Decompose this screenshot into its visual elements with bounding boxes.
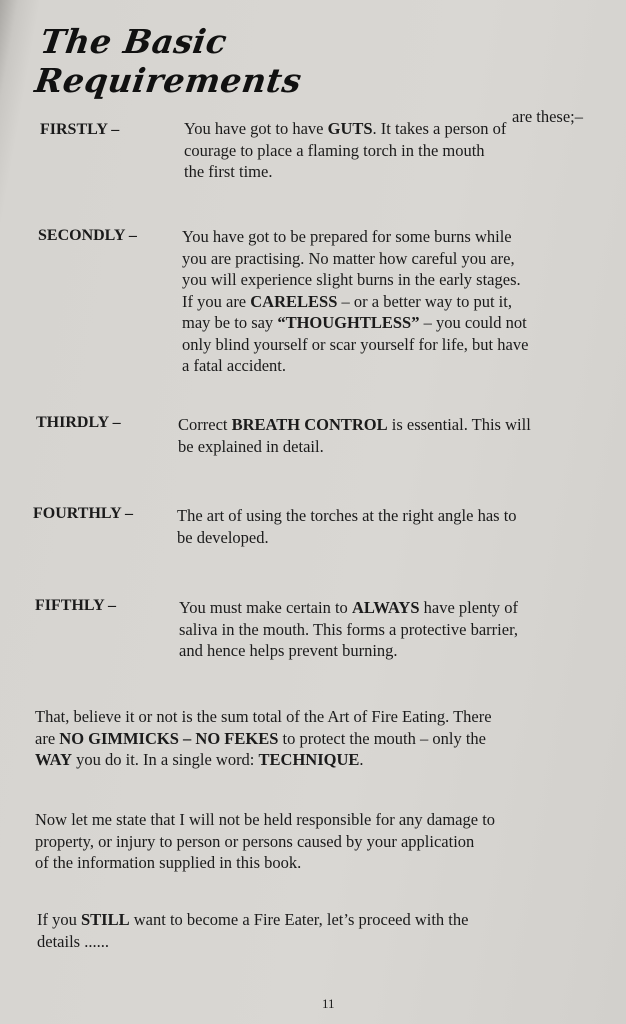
text-line bbox=[35, 809, 589, 831]
requirement-label: SECONDLY – bbox=[38, 227, 137, 244]
requirement-text bbox=[177, 505, 595, 548]
text-segment: You have got to have bbox=[184, 119, 328, 138]
text-segment: be developed. bbox=[177, 527, 269, 547]
requirement-text bbox=[184, 118, 602, 183]
text-line bbox=[184, 140, 602, 162]
text-segment: want to become a Fire Eater, let’s proceed with the bbox=[129, 910, 469, 929]
text-line bbox=[177, 505, 595, 527]
emphasis-text: ALWAYS bbox=[351, 598, 420, 617]
requirement-label: THIRDLY – bbox=[36, 414, 121, 431]
text-line bbox=[37, 909, 588, 931]
text-segment: only blind yourself or scar yourself for life, but have bbox=[182, 334, 529, 354]
emphasis-text: WAY bbox=[35, 750, 72, 769]
text-line bbox=[178, 436, 598, 458]
text-segment: may be to say bbox=[182, 313, 278, 332]
requirement-text bbox=[178, 414, 598, 457]
requirement-text bbox=[182, 226, 602, 377]
requirement-label: FOURTHLY – bbox=[33, 505, 134, 522]
text-line bbox=[35, 852, 589, 874]
requirement-text bbox=[179, 597, 597, 662]
emphasis-text: “THOUGHTLESS” bbox=[277, 313, 420, 332]
text-line bbox=[184, 161, 602, 183]
text-line bbox=[179, 640, 597, 662]
text-segment: have plenty of bbox=[419, 598, 519, 617]
emphasis-text: TECHNIQUE bbox=[258, 750, 360, 769]
text-segment: Now let me state that I will not be held responsible for any damage to bbox=[35, 810, 496, 829]
text-segment: are bbox=[35, 728, 60, 748]
text-line bbox=[182, 291, 602, 313]
emphasis-text: CARELESS bbox=[250, 291, 338, 311]
text-segment: and hence helps prevent burning. bbox=[179, 641, 398, 660]
page-title: The Basic Requirements bbox=[32, 22, 305, 100]
text-segment: If you are bbox=[182, 291, 251, 311]
text-segment: If you bbox=[37, 910, 81, 929]
emphasis-text: GUTS bbox=[327, 119, 373, 138]
text-line bbox=[182, 334, 602, 356]
page-number: 11 bbox=[322, 996, 335, 1011]
text-segment: you are practising. No matter how careful you are, bbox=[182, 248, 515, 268]
intro-tail: are these;– bbox=[512, 107, 584, 126]
text-line bbox=[35, 728, 593, 750]
text-segment: a fatal accident. bbox=[182, 356, 286, 375]
emphasis-text: STILL bbox=[81, 910, 130, 929]
text-segment: to protect the mouth – only the bbox=[278, 728, 486, 748]
text-line bbox=[182, 226, 602, 248]
text-line bbox=[37, 931, 588, 953]
text-segment: Correct bbox=[178, 415, 232, 434]
text-segment: saliva in the mouth. This forms a protective barrier, bbox=[179, 619, 519, 639]
emphasis-text: BREATH CONTROL bbox=[231, 415, 388, 434]
text-segment: you will experience slight burns in the early stages. bbox=[182, 270, 521, 289]
text-segment: . bbox=[359, 750, 364, 769]
requirement-label: FIFTHLY – bbox=[35, 597, 117, 614]
paragraph bbox=[37, 909, 588, 952]
text-line bbox=[182, 248, 602, 270]
text-segment: . It takes a person of bbox=[372, 119, 507, 138]
text-segment: the first time. bbox=[184, 162, 273, 181]
text-segment: courage to place a flaming torch in the mouth bbox=[184, 140, 485, 160]
text-segment: be explained in detail. bbox=[178, 436, 324, 456]
text-segment: is essential. This will bbox=[387, 415, 531, 434]
text-line bbox=[35, 831, 589, 853]
text-segment: property, or injury to person or persons caused by your application bbox=[35, 831, 475, 851]
text-line bbox=[182, 312, 602, 334]
text-line bbox=[179, 597, 597, 619]
text-line bbox=[35, 749, 593, 771]
text-line bbox=[182, 269, 602, 291]
paragraph bbox=[35, 706, 593, 771]
paragraph bbox=[35, 809, 589, 874]
text-segment: You must make certain to bbox=[179, 598, 352, 617]
text-line bbox=[182, 355, 602, 377]
text-segment: You have got to be prepared for some burns while bbox=[182, 227, 512, 246]
text-line bbox=[178, 414, 598, 436]
text-segment: details ...... bbox=[37, 931, 109, 951]
text-line bbox=[177, 527, 595, 549]
emphasis-text: NO GIMMICKS – NO FEKES bbox=[59, 728, 279, 748]
text-segment: of the information supplied in this book. bbox=[35, 853, 302, 872]
text-segment: you do it. In a single word: bbox=[72, 750, 259, 769]
text-line bbox=[184, 118, 602, 140]
text-line bbox=[179, 619, 597, 641]
requirement-label: FIRSTLY – bbox=[40, 121, 120, 138]
text-segment: The art of using the torches at the right angle has to bbox=[177, 506, 517, 525]
text-segment: That, believe it or not is the sum total of the Art of Fire Eating. There bbox=[35, 707, 492, 726]
text-line bbox=[35, 706, 593, 728]
text-segment: – you could not bbox=[419, 313, 527, 332]
text-segment: – or a better way to put it, bbox=[337, 291, 512, 311]
